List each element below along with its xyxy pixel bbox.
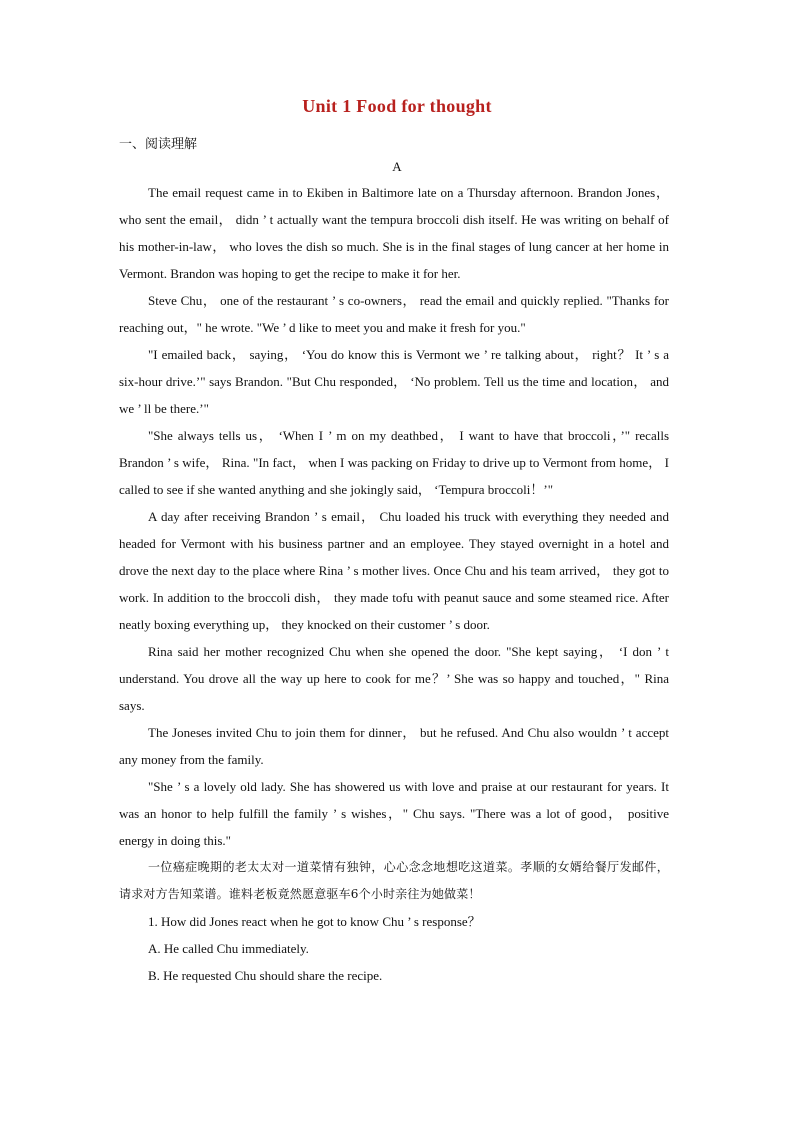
paragraph-2: Steve Chu， one of the restaurant ’ s co-owners， read the email and quickly replied. "Thanks for reaching out，" he wrote. "We ’ d like to meet you and make it fresh for you.": [119, 293, 669, 335]
unit-title: Unit 1 Food for thought: [302, 96, 492, 116]
question-1-option-b: B. He requested Chu should share the recipe.: [148, 968, 383, 983]
paragraph-5: A day after receiving Brandon ’ s email， Chu loaded his truck with everything they needed and headed for Vermont with his business partner and an employee. They stayed overnight in a hotel and drove the next day to the place where Rina ’ s mother lives. Once Chu and his team arrived， they got to work. In addition to the broccoli dish， they made tofu with peanut sauce and some steamed rice. After neatly boxing everything up， they knocked on their customer ’ s door.: [119, 509, 669, 632]
paragraph-4: "She always tells us， ‘When I ’ m on my deathbed， I want to have that broccoli，’" recalls Brandon ’ s wife， Rina. "In fact， when I was packing on Friday to drive up to Vermont from home， I called to see if she wanted anything and she jokingly said， ‘Tempura broccoli！’": [119, 428, 669, 497]
passage-label: A: [392, 159, 402, 174]
chinese-summary: 一位癌症晚期的老太太对一道菜情有独钟，心心念念地想吃这道菜。孝顺的女婿给餐厅发邮件，请求对方告知菜谱。谁料老板竟然愿意驱车6个小时亲往为她做菜！: [119, 860, 669, 901]
question-1-option-a: A. He called Chu immediately.: [148, 941, 309, 956]
question-1-stem: 1. How did Jones react when he got to know Chu ’ s response？: [148, 914, 481, 929]
paragraph-6: Rina said her mother recognized Chu when she opened the door. "She kept saying， ‘I don ’ t understand. You drove all the way up here to cook for me？’ She was so happy and touched，" Rina says.: [119, 644, 669, 713]
paragraph-8: "She ’ s a lovely old lady. She has showered us with love and praise at our restaurant for years. It was an honor to help fulfill the family ’ s wishes，" Chu says. "There was a lot of good， positive energy in doing this.": [119, 779, 669, 848]
paragraph-1: The email request came in to Ekiben in Baltimore late on a Thursday afternoon. Brandon Jones， who sent the email， didn ’ t actually want the tempura broccoli dish itself. He was writing on behalf of his mother-in-law， who loves the dish so much. She is in the final stages of lung cancer at her home in Vermont. Brandon was hoping to get the recipe to make it for her.: [119, 185, 669, 281]
paragraph-7: The Joneses invited Chu to join them for dinner， but he refused. And Chu also wouldn ’ t accept any money from the family.: [119, 725, 669, 767]
section-heading: 一、阅读理解: [119, 136, 198, 151]
passage-body: [119, 179, 669, 989]
paragraph-3: "I emailed back， saying， ‘You do know this is Vermont we ’ re talking about， right？ It ’ s a six-hour drive.’" says Brandon. "But Chu responded， ‘No problem. Tell us the time and location， and we ’ ll be there.’": [119, 347, 669, 416]
